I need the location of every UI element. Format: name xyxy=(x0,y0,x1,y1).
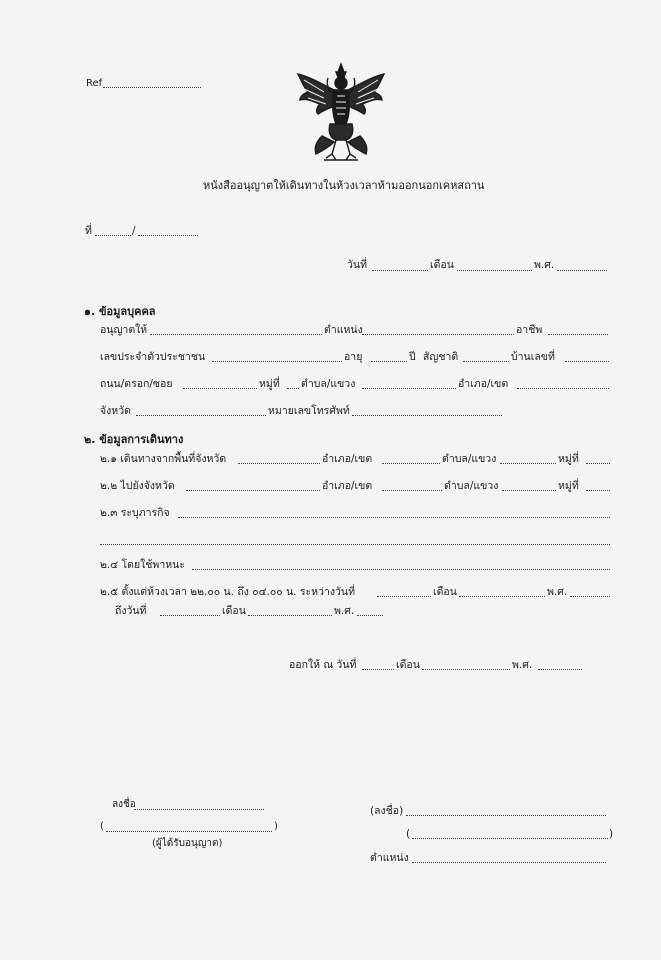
nationality-field[interactable] xyxy=(463,361,509,362)
age-label: อายุ xyxy=(344,351,363,363)
left-signature-field[interactable] xyxy=(134,809,264,810)
until-year-label: พ.ศ. xyxy=(334,605,355,617)
from-moo-label: หมู่ที่ xyxy=(558,453,579,465)
right-signature-field[interactable] xyxy=(406,815,606,816)
left-role-label: (ผู้ได้รับอนุญาต) xyxy=(152,838,223,849)
until-month-field[interactable] xyxy=(248,615,332,616)
from-district-field[interactable] xyxy=(382,463,440,464)
business-field[interactable] xyxy=(178,517,610,518)
to-district-field[interactable] xyxy=(382,490,442,491)
period-label: ๒.๕ ตั้งแต่ห้วงเวลา ๒๒.๐๐ น. ถึง ๐๔.๐๐ น. ระหว่างวันที่ xyxy=(100,586,355,598)
section2-heading: ๒. ข้อมูลการเดินทาง xyxy=(84,433,184,446)
issued-on-label: ออกให้ ณ วันที่ xyxy=(289,659,357,671)
road-label: ถนน/ตรอก/ซอย xyxy=(100,378,173,390)
ref-label: Ref xyxy=(86,78,103,89)
number-slash: / xyxy=(132,225,136,237)
id-number-label: เลขประจำตัวประชาชน xyxy=(100,351,206,363)
business-label: ๒.๓ ระบุภารกิจ xyxy=(100,507,170,519)
to-district-label: อำเภอ/เขต xyxy=(322,480,373,492)
to-moo-label: หมู่ที่ xyxy=(558,480,579,492)
province-label: จังหวัด xyxy=(100,405,131,417)
permit-to-label: อนุญาตให้ xyxy=(100,324,148,336)
vehicle-field[interactable] xyxy=(192,569,610,570)
years-label: ปี xyxy=(409,351,416,363)
subdistrict-label: ตำบล/แขวง xyxy=(301,378,356,390)
house-no-label: บ้านเลขที่ xyxy=(511,351,555,363)
date-month-field[interactable] xyxy=(457,270,532,271)
left-name-field[interactable] xyxy=(106,831,272,832)
to-subdistrict-label: ตำบล/แขวง xyxy=(444,480,499,492)
right-name-field[interactable] xyxy=(412,838,608,839)
province-field[interactable] xyxy=(136,415,266,416)
number-year-field[interactable] xyxy=(138,235,198,236)
period-day-field[interactable] xyxy=(377,596,431,597)
date-day-label: วันที่ xyxy=(347,259,367,271)
to-province-field[interactable] xyxy=(186,490,320,491)
house-no-field[interactable] xyxy=(565,361,609,362)
to-subdistrict-field[interactable] xyxy=(502,490,556,491)
occupation-field[interactable] xyxy=(548,334,608,335)
right-paren-open: ( xyxy=(406,828,411,840)
until-day-label: ถึงวันที่ xyxy=(115,605,147,617)
left-sign-label: ลงชื่อ xyxy=(112,799,136,810)
from-district-label: อำเภอ/เขต xyxy=(322,453,373,465)
right-sign-label: (ลงชื่อ) xyxy=(370,805,404,817)
id-number-field[interactable] xyxy=(212,361,342,362)
period-month-field[interactable] xyxy=(459,596,545,597)
issued-month-field[interactable] xyxy=(422,669,510,670)
permit-to-field[interactable] xyxy=(150,334,322,335)
district-label: อำเภอ/เขต xyxy=(458,378,509,390)
period-year-field[interactable] xyxy=(570,596,610,597)
vehicle-label: ๒.๔ โดยใช้พาหนะ xyxy=(100,559,185,571)
date-year-label: พ.ศ. xyxy=(534,259,555,271)
moo-field[interactable] xyxy=(287,388,299,389)
date-year-field[interactable] xyxy=(557,270,607,271)
to-moo-field[interactable] xyxy=(586,490,610,491)
document-title: หนังสืออนุญาตให้เดินทางในห้วงเวลาห้ามออกนอกเคหสถาน xyxy=(203,179,485,192)
from-province-label: ๒.๑ เดินทางจากพื้นที่จังหวัด xyxy=(100,453,227,465)
business-field-line2[interactable] xyxy=(100,544,610,545)
issued-day-field[interactable] xyxy=(362,669,394,670)
occupation-label: อาชีพ xyxy=(516,324,543,336)
ref-field[interactable] xyxy=(103,87,201,88)
period-year-label: พ.ศ. xyxy=(547,586,568,598)
left-paren-open: ( xyxy=(100,821,104,832)
moo-label: หมู่ที่ xyxy=(259,378,280,390)
phone-field[interactable] xyxy=(352,415,502,416)
number-label: ที่ xyxy=(85,225,92,237)
age-field[interactable] xyxy=(371,361,407,362)
district-field[interactable] xyxy=(517,388,609,389)
road-field[interactable] xyxy=(183,388,257,389)
section1-heading: ๑. ข้อมูลบุคคล xyxy=(84,305,156,318)
issued-year-field[interactable] xyxy=(538,669,582,670)
right-paren-close: ) xyxy=(609,828,614,840)
nationality-label: สัญชาติ xyxy=(423,351,459,363)
from-subdistrict-label: ตำบล/แขวง xyxy=(442,453,497,465)
right-position-label: ตำแหน่ง xyxy=(370,852,409,864)
until-year-field[interactable] xyxy=(357,615,383,616)
phone-label: หมายเลขโทรศัพท์ xyxy=(268,405,350,417)
position-field[interactable] xyxy=(362,334,514,335)
to-province-label: ๒.๒ ไปยังจังหวัด xyxy=(100,480,175,492)
issued-year-label: พ.ศ. xyxy=(512,659,533,671)
date-day-field[interactable] xyxy=(372,270,428,271)
garuda-emblem xyxy=(294,62,388,164)
left-paren-close: ) xyxy=(274,821,278,832)
from-moo-field[interactable] xyxy=(586,463,610,464)
right-position-field[interactable] xyxy=(412,862,606,863)
number-field[interactable] xyxy=(95,235,131,236)
date-month-label: เดือน xyxy=(430,259,454,271)
from-subdistrict-field[interactable] xyxy=(500,463,556,464)
from-province-field[interactable] xyxy=(238,463,320,464)
issued-month-label: เดือน xyxy=(396,659,420,671)
subdistrict-field[interactable] xyxy=(362,388,456,389)
until-month-label: เดือน xyxy=(222,605,246,617)
period-month-label: เดือน xyxy=(433,586,457,598)
position-label: ตำแหน่ง xyxy=(324,324,363,336)
until-day-field[interactable] xyxy=(160,615,220,616)
